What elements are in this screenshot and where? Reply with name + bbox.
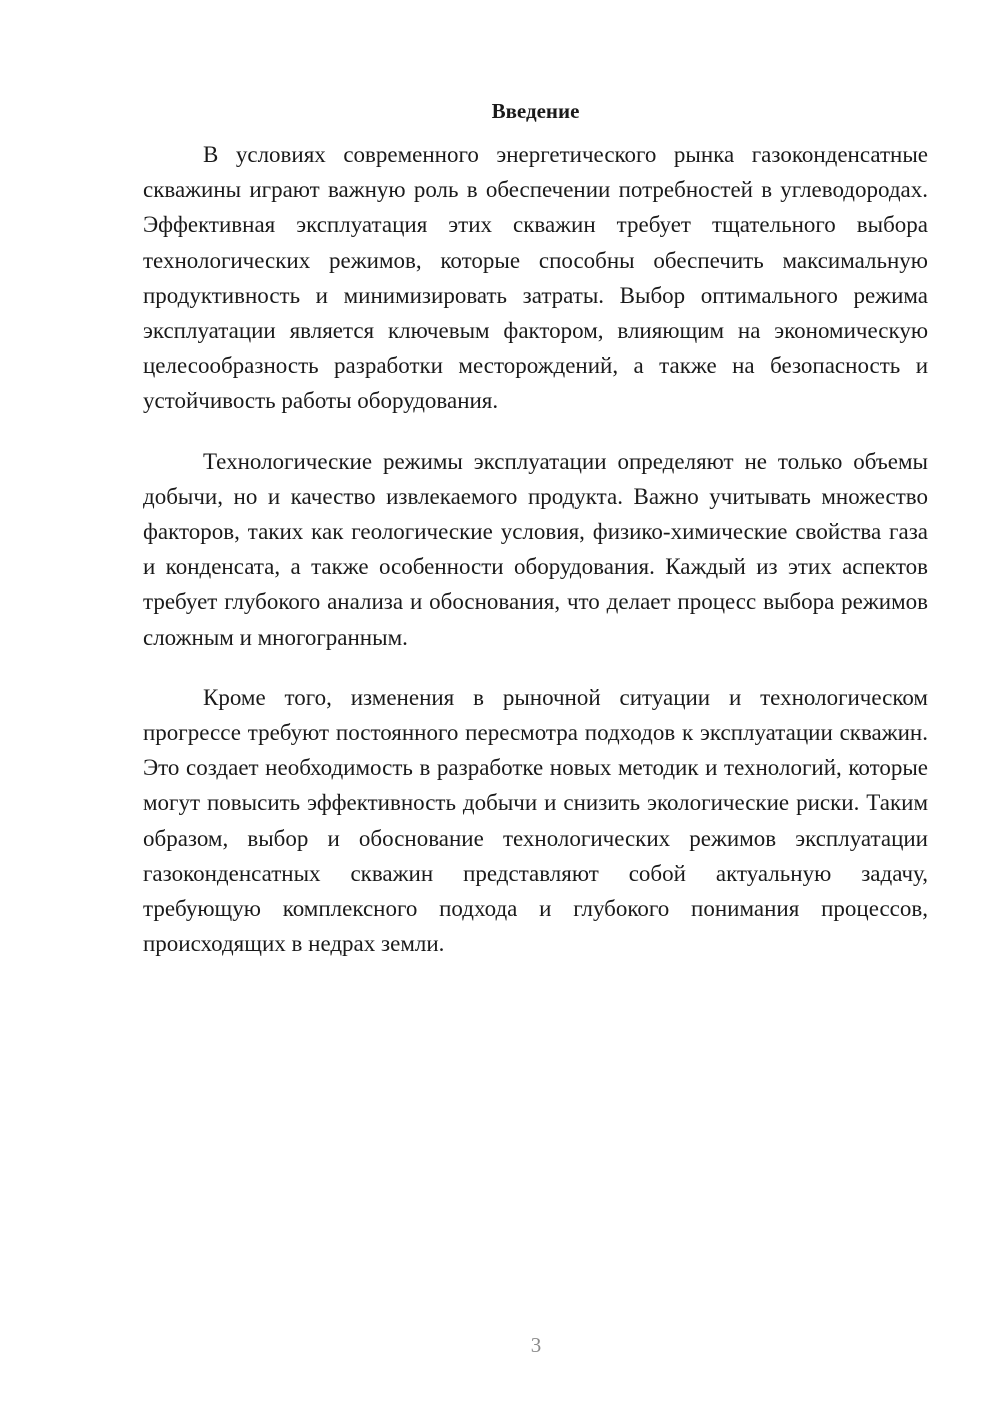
section-heading: Введение <box>491 99 580 123</box>
paragraph-1: В условиях современного энергетического рынка газоконденсатные скважины играют важную роль в обеспечении потребностей в углеводородах. Эффективная эксплуатация этих скважин требует тщательного выбора технологических режимов, которые способны обеспечить максимальную продуктивность и минимизировать затраты. Выбор оптимального режима эксплуатации является ключевым фактором, влияющим на экономическую целесообразность разработки месторождений, а также на безопасность и устойчивость работы оборудования. <box>143 142 928 414</box>
page-number: 3 <box>530 1333 542 1357</box>
paragraph-2: Технологические режимы эксплуатации определяют не только объемы добычи, но и качество извлекаемого продукта. Важно учитывать множество факторов, таких как геологические условия, физико-химические свойства газа и конденсата, а также особенности оборудования. Каждый из этих аспектов требует глубокого анализа и обоснования, что делает процесс выбора режимов сложным и многогранным. <box>143 448 928 650</box>
paragraph-3: Кроме того, изменения в рыночной ситуации и технологическом прогрессе требуют постоянного пересмотра подходов к эксплуатации скважин. Это создает необходимость в разработке новых методик и технологий, которые могут повысить эффективность добычи и снизить экологические риски. Таким образом, выбор и обоснование технологических режимов эксплуатации газоконденсатных скважин представляют собой актуальную задачу, требующую комплексного подхода и глубокого понимания процессов, происходящих в недрах земли. <box>143 684 928 957</box>
page-content <box>143 94 928 961</box>
